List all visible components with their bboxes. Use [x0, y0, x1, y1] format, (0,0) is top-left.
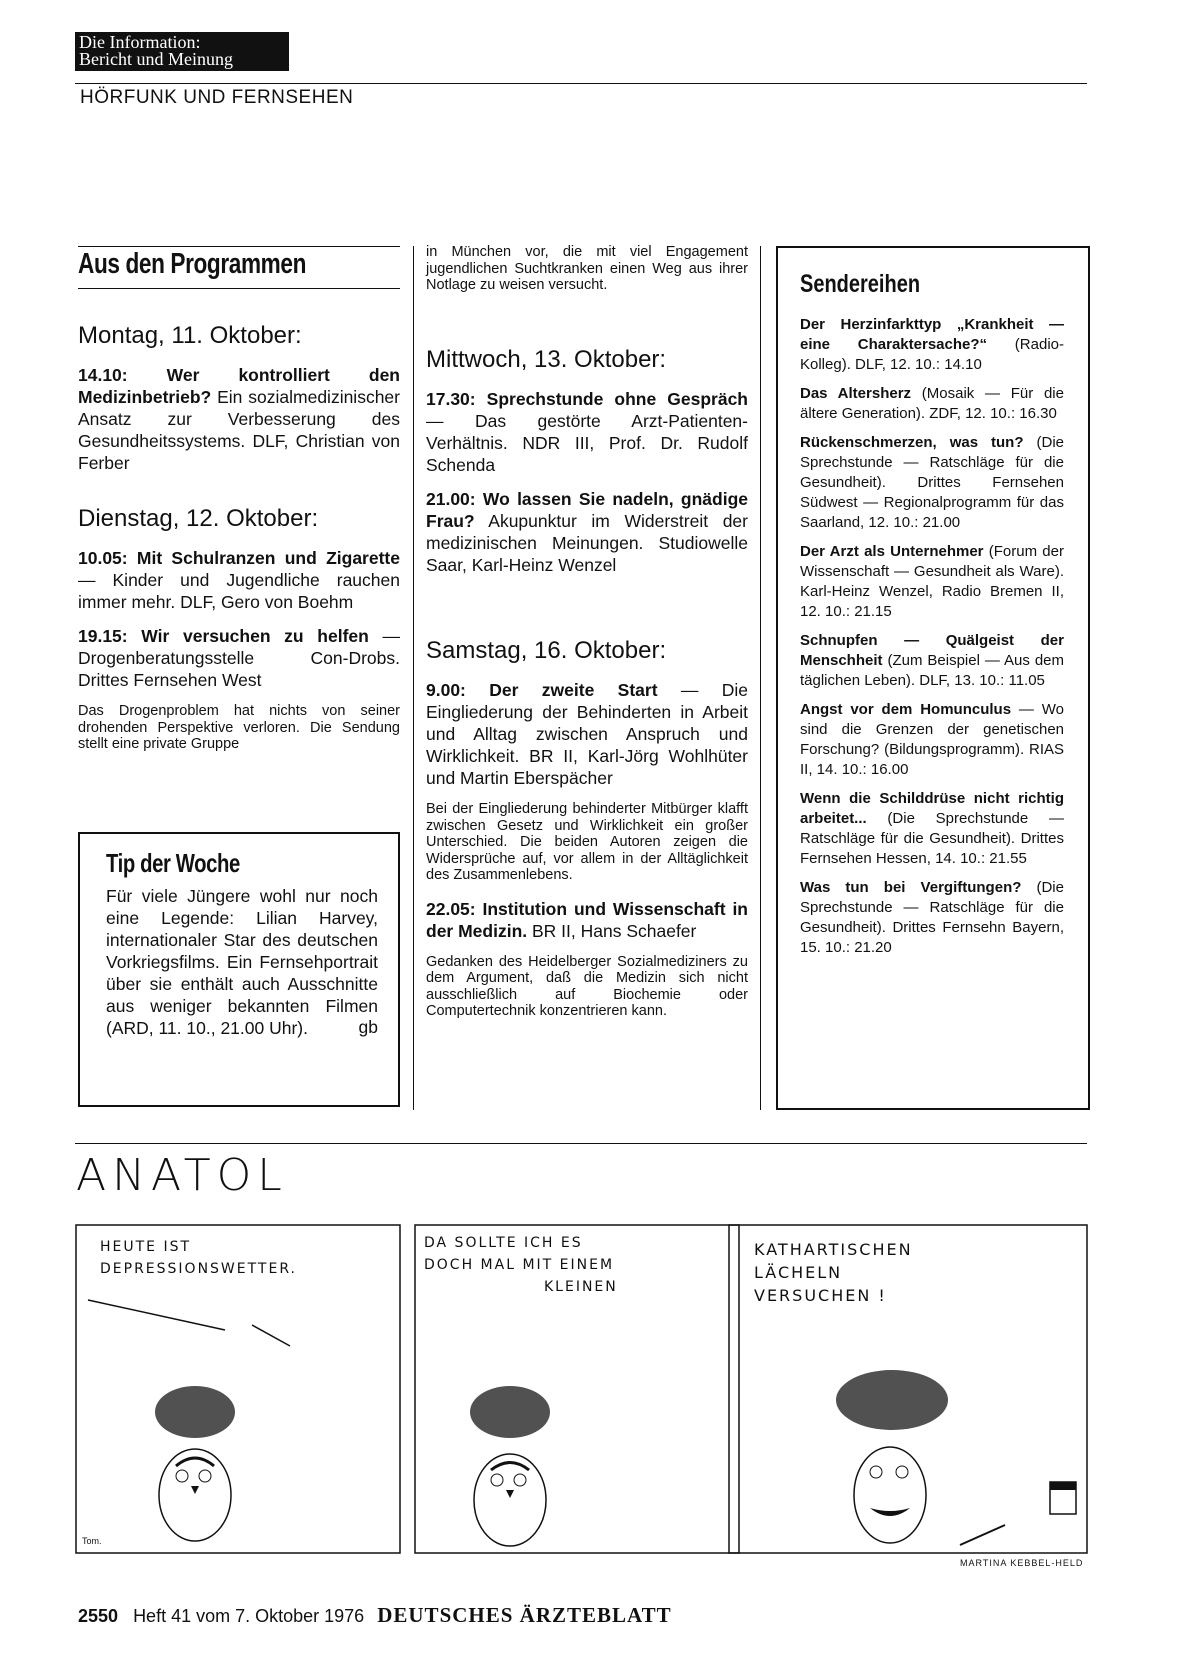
panel-1-line-1: HEUTE IST — [100, 1239, 192, 1255]
entry-time-title: 9.00: Der zweite Start — [426, 680, 658, 700]
panel-3-line-2: LÄCHELN — [754, 1263, 843, 1282]
saturday-entry-1-note: Bei der Eingliederung behinderter Mitbürger klafft zwischen Gesetz und Wirklichkeit ein großer Unterschied. Die beiden Autoren zeigen die Widersprüche auf, vor allem in der Alltäglichkeit des Zusammenlebens. — [426, 801, 748, 883]
entry-time-title: 17.30: Sprechstunde ohne Gespräch — [426, 389, 748, 409]
day-heading-monday: Montag, 11. Oktober: — [78, 322, 302, 349]
day-heading-saturday: Samstag, 16. Oktober: — [426, 637, 667, 664]
entry-time-title: 10.05: Mit Schulranzen und Zigarette — [78, 548, 400, 568]
panel-2-line-1: DA SOLLTE ICH ES — [424, 1235, 583, 1251]
series-item-text: (Zum Beispiel — Aus dem täglichen Leben). DLF, 13. 10.: 11.05 — [800, 652, 1064, 689]
comic-title: ANATOL — [76, 1150, 288, 1201]
entry-text: BR II, Hans Schaefer — [527, 920, 697, 941]
day-heading-tuesday: Dienstag, 12. Oktober: — [78, 505, 319, 532]
series-item-title: Rückenschmerzen, was tun? — [800, 434, 1024, 451]
panel-3-line-3: VERSUCHEN ! — [754, 1286, 887, 1305]
magazine-name: DEUTSCHES ÄRZTEBLATT — [377, 1603, 672, 1627]
series-item-title: Schnupfen — Quälgeist der Menschheit — [800, 632, 1064, 669]
anatol-figure-1 — [155, 1386, 235, 1541]
series-item-title: Wenn die Schilddrüse nicht richtig arbeitet... — [800, 790, 1064, 827]
series-item-title: Das Altersherz — [800, 385, 912, 402]
entry-text: — Die Eingliederung der Behinderten in Arbeit und Alltag zwischen Anspruch und Wirklichkeit. BR II, Karl-Jörg Wohlhüter und Martin Eberspächer — [426, 680, 749, 788]
paint-brush-icon — [960, 1525, 1005, 1545]
day-heading-wednesday: Mittwoch, 13. Oktober: — [426, 346, 667, 373]
entry-text: Akupunktur im Widerstreit der medizinischen Meinungen. Studiowelle Saar, Karl-Heinz Wenzel — [426, 511, 748, 575]
panel-2-line-2: DOCH MAL MIT EINEM — [424, 1257, 615, 1273]
rubric-tag-line1: Die Information: — [79, 32, 201, 52]
tuesday-entry-2-note: Das Drogenproblem hat nichts von seiner drohenden Perspektive verloren. Die Sendung stellt eine private Gruppe — [78, 703, 400, 752]
series-item-text: (Radio-Kolleg). DLF, 12. 10.: 14.10 — [800, 336, 1064, 373]
series-item-text: (Die Sprechstunde — Ratschläge für die Gesundheit). Drittes Fernsehen Hessen, 14. 10.: 21.55 — [800, 810, 1064, 867]
series-title: Sendereihen — [800, 270, 921, 298]
series-item-title: Angst vor dem Homunculus — [800, 701, 1012, 718]
series-item-text: (Forum der Wissenschaft — Gesundheit als Ware). Karl-Heinz Wenzel, Radio Bremen II, 12. 10.: 21.15 — [800, 543, 1064, 620]
paint-can-icon — [1050, 1482, 1076, 1514]
panel-2-caption — [424, 1232, 618, 1298]
series-item-text: — Wo sind die Grenzen der genetischen Forschung? (Bildungsprogramm). RIAS II, 14. 10.: 16.00 — [800, 701, 1064, 778]
page-footer — [78, 1603, 672, 1628]
series-item-text: (Die Sprechstunde — Ratschläge für die Gesundheit). Drittes Fernsehen Südwest — Regionalprogramm für das Saarland, 12. 10.: 21.00 — [800, 434, 1064, 531]
issue-info: Heft 41 vom 7. Oktober 1976 — [133, 1606, 365, 1626]
panel-1-line-2: DEPRESSIONSWETTER. — [100, 1261, 297, 1277]
panel-2-line-3: KLEINEN — [544, 1279, 618, 1295]
panel-3-caption — [754, 1238, 913, 1307]
entry-time-title: 22.05: Institution und Wissenschaft in der Medizin. — [426, 898, 748, 941]
entry-text: — Drogenberatungsstelle Con-Drobs. Drittes Fernsehen West — [78, 626, 400, 690]
series-item-title: Der Herzinfarkttyp „Krankheit — eine Charaktersache?“ — [800, 316, 1064, 353]
series-item-title: Der Arzt als Unternehmer — [800, 543, 984, 560]
comic-signature: MARTINA KEBBEL-HELD — [960, 1558, 1084, 1568]
panel-3-line-1: KATHARTISCHEN — [754, 1240, 913, 1259]
saturday-entry-2-note: Gedanken des Heidelberger Sozialmediziners zu dem Argument, daß die Medizin sich nicht ausschließlich auf Biochemie oder Computertechnik konzentrieren kann. — [426, 953, 748, 1019]
tip-title: Tip der Woche — [106, 848, 240, 878]
entry-time-title: 14.10: Wer kontrolliert den Medizinbetrieb? — [78, 365, 400, 407]
entry-time-title: 21.00: Wo lassen Sie nadeln, gnädige Frau? — [426, 489, 748, 531]
tip-text: Für viele Jüngere wohl nur noch eine Legende: Lilian Harvey, internationaler Star des deutschen Vorkriegsfilms. Ein Fernsehportrait über sie enthält auch Ausschnitte aus weniger bekannten Filmen (ARD, 11. 10., 21.00 Uhr). — [106, 886, 378, 1038]
continued-paragraph: in München vor, die mit viel Engagement jugendlichen Suchtkranken einen Weg aus ihrer Notlage zu weisen versucht. — [426, 244, 748, 293]
series-item-text: (Mosaik — Für die ältere Generation). ZDF, 12. 10.: 16.30 — [800, 385, 1064, 422]
entry-time-title: 19.15: Wir versuchen zu helfen — [78, 626, 369, 646]
entry-text: — Das gestörte Arzt-Patienten-Verhältnis. NDR III, Prof. Dr. Rudolf Schenda — [426, 411, 748, 475]
anatol-figure-3 — [836, 1370, 948, 1543]
entry-text: Ein sozialmedizinischer Ansatz zur Verbesserung des Gesundheitssystems. DLF, Christian von Ferber — [78, 387, 400, 473]
comic-initials: Tom. — [82, 1536, 102, 1546]
rubric-tag-line2: Bericht und Meinung — [79, 49, 233, 69]
panel-1-caption — [100, 1236, 297, 1280]
tip-sign: gb — [358, 1017, 378, 1037]
series-item-title: Was tun bei Vergiftungen? — [800, 879, 1022, 896]
entry-text: — Kinder und Jugendliche rauchen immer mehr. DLF, Gero von Boehm — [78, 570, 400, 612]
section-title: HÖRFUNK UND FERNSEHEN — [80, 87, 354, 108]
page-number: 2550 — [78, 1606, 119, 1626]
anatol-figure-2 — [470, 1386, 550, 1546]
panel-1-stroke — [252, 1325, 290, 1346]
panel-1-stroke — [88, 1300, 225, 1330]
programmes-title: Aus den Programmen — [78, 248, 307, 280]
series-item-text: (Die Sprechstunde — Ratschläge für die Gesundheit). Drittes Fernsehn Bayern, 15. 10.: 21.20 — [800, 879, 1064, 956]
